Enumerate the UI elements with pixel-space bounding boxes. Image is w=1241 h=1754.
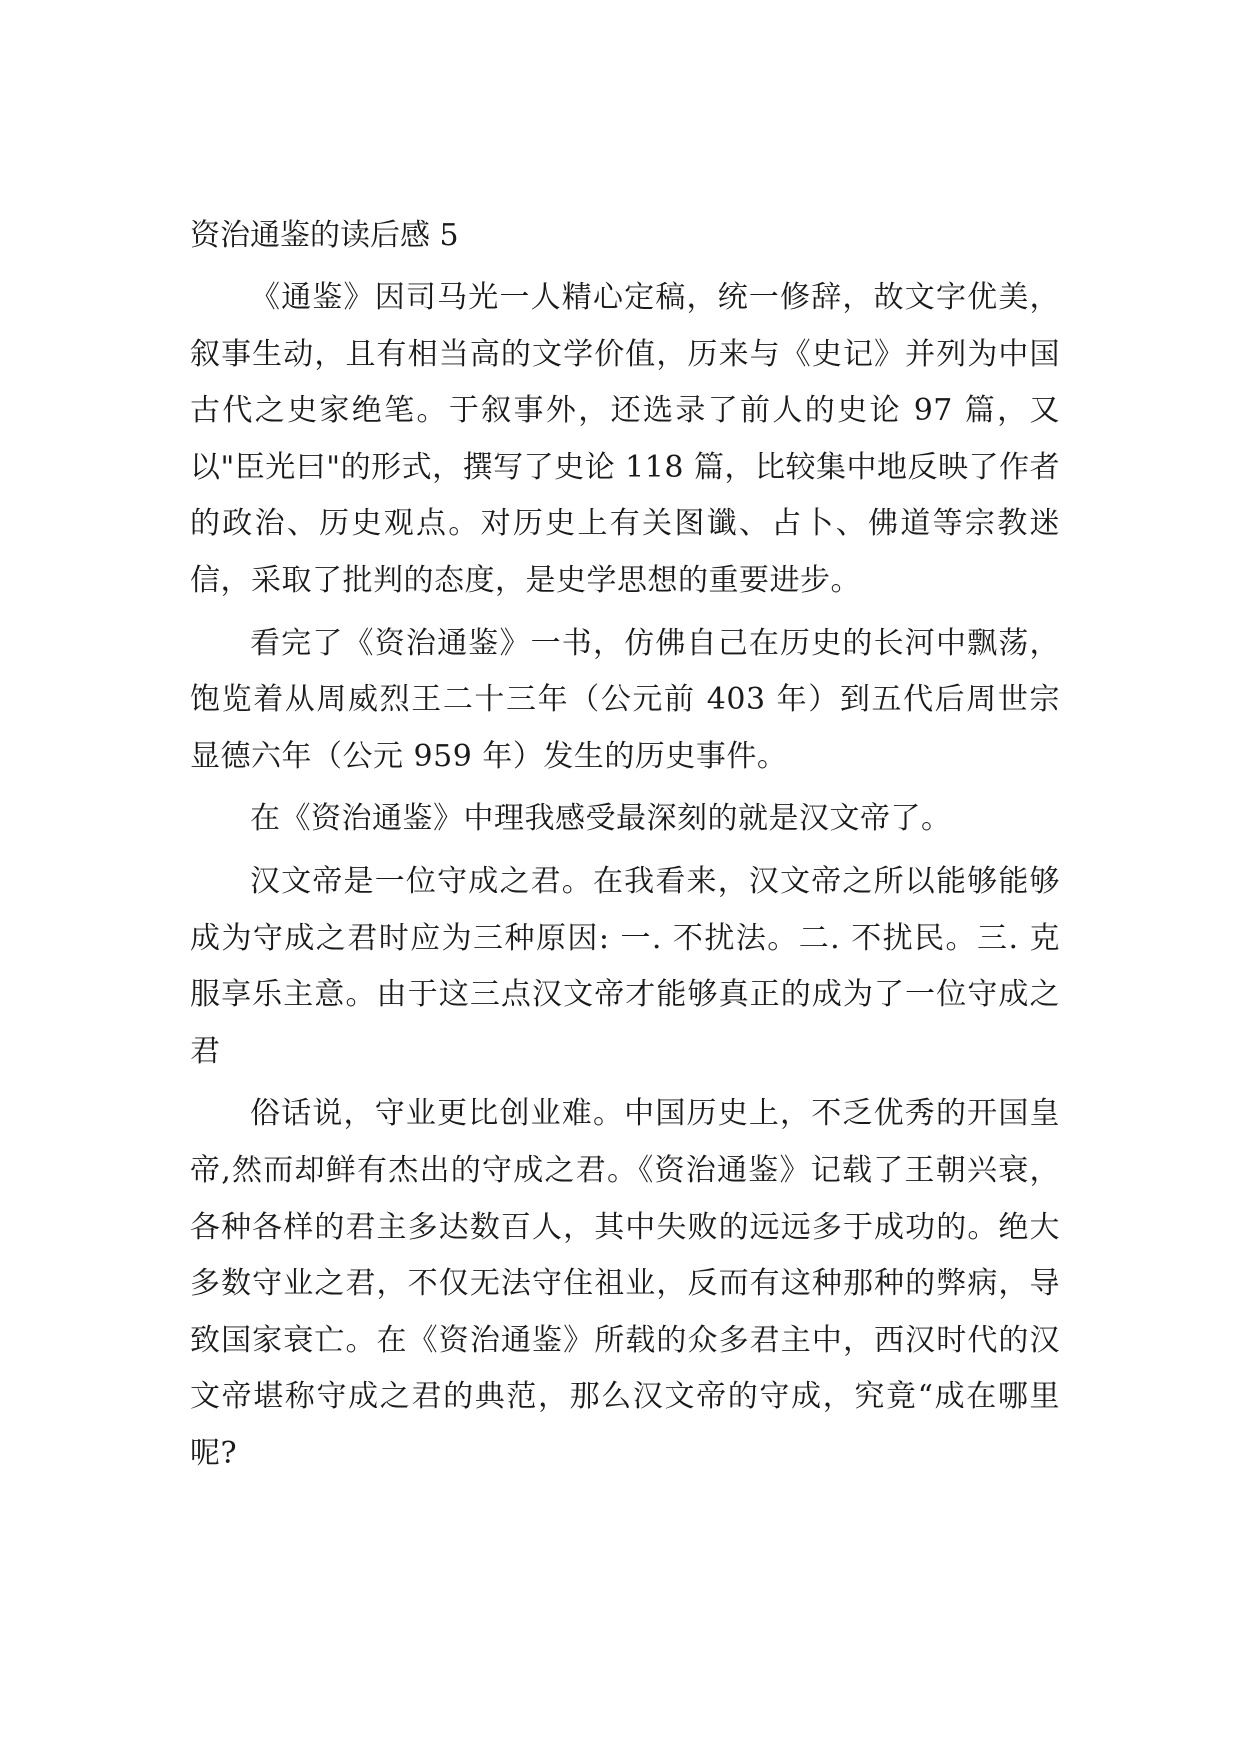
paragraph-3: 在《资治通鉴》中理我感受最深刻的就是汉文帝了。 <box>250 801 952 837</box>
document-body <box>190 208 1060 1488</box>
paragraph-4: 汉文帝是一位守成之君。在我看来，汉文帝之所以能够能够成为守成之君时应为三种原因: 一. 不扰法。二. 不扰民。三. 克服享乐主意。由于这三点汉文帝才能够真正的成为了一位守成之君 <box>190 863 1060 1069</box>
paragraph-1: 《通鉴》因司马光一人精心定稿，统一修辞，故文字优美，叙事生动，且有相当高的文学价值，历来与《史记》并列为中国古代之史家绝笔。于叙事外，还选录了前人的史论 97 篇，又以"臣光曰"的形式，撰写了史论 118 篇，比较集中地反映了作者的政治、历史观点。对历史上有关图谶、占卜、佛道等宗教迷信，采取了批判的态度，是史学思想的重要进步。 <box>190 280 1060 598</box>
paragraph-5: 俗话说，守业更比创业难。中国历史上，不乏优秀的开国皇帝,然而却鲜有杰出的守成之君。《资治通鉴》记载了王朝兴衰，各种各样的君主多达数百人，其中失败的远远多于成功的。绝大多数守业之君，不仅无法守住祖业，反而有这种那种的弊病，导致国家衰亡。在《资治通鉴》所载的众多君主中，西汉时代的汉文帝堪称守成之君的典范，那么汉文帝的守成，究竟“成在哪里呢? <box>190 1096 1060 1471</box>
paragraph-2: 看完了《资治通鉴》一书，仿佛自己在历史的长河中飘荡，饱览着从周威烈王二十三年（公元前 403 年）到五代后周世宗显德六年（公元 959 年）发生的历史事件。 <box>190 625 1060 774</box>
document-title: 资治通鉴的读后感 5 <box>190 218 459 253</box>
